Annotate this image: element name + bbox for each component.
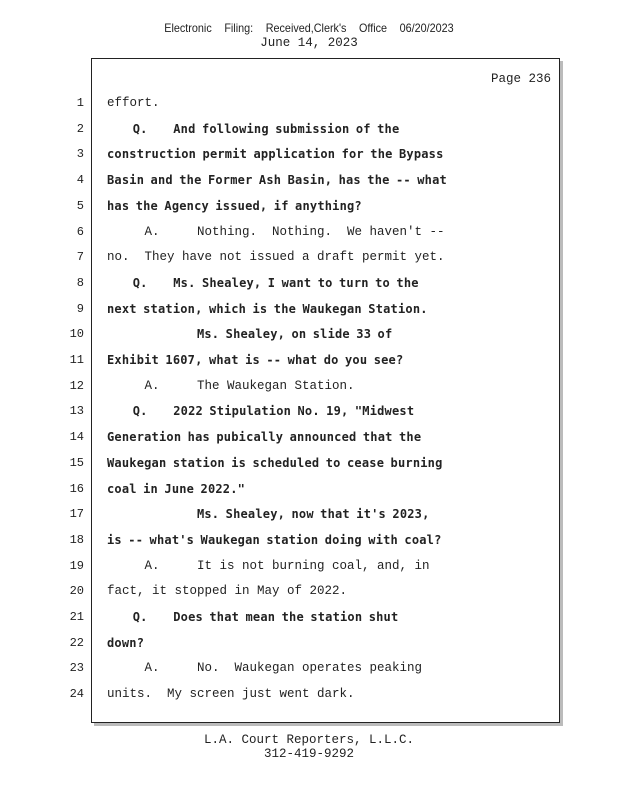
line-text: Ms. Shealey, on slide 33 of — [107, 327, 393, 341]
filing-stamp-part: Received,Clerk's — [265, 21, 347, 35]
line-number: 1 — [76, 96, 84, 110]
line-number: 13 — [69, 404, 84, 418]
line-text: Basin and the Former Ash Basin, has the -- what — [107, 173, 447, 187]
page-number: Page 236 — [490, 72, 551, 86]
line-number: 11 — [69, 353, 84, 367]
line-number: 8 — [76, 276, 84, 290]
line-text: effort. — [107, 96, 160, 110]
line-text: Q. Ms. Shealey, I want to turn to the — [107, 276, 419, 290]
line-text: Ms. Shealey, now that it's 2023, — [107, 507, 430, 521]
line-text: Q. And following submission of the — [107, 122, 400, 136]
line-number: 23 — [69, 661, 84, 675]
line-text: coal in June 2022." — [107, 482, 246, 496]
line-number: 16 — [69, 482, 84, 496]
line-number: 5 — [76, 199, 84, 213]
line-number: 3 — [76, 147, 84, 161]
line-number: 22 — [69, 636, 84, 650]
footer-phone: 312-419-9292 — [263, 747, 354, 761]
line-text: Q. 2022 Stipulation No. 19, "Midwest — [107, 404, 415, 418]
filing-stamp-part: Electronic — [164, 21, 212, 35]
line-number: 7 — [76, 250, 84, 264]
filing-stamp-part: Filing: — [224, 21, 254, 35]
line-text: A. Nothing. Nothing. We haven't -- — [107, 225, 445, 239]
line-text: down? — [107, 636, 145, 650]
filing-stamp-part: Office — [359, 21, 388, 35]
filing-stamp-part: 06/20/2023 — [399, 21, 454, 35]
line-number: 10 — [69, 327, 84, 341]
line-text: fact, it stopped in May of 2022. — [107, 584, 348, 598]
line-number: 2 — [76, 122, 84, 136]
line-number: 24 — [69, 687, 84, 701]
line-number: 15 — [69, 456, 84, 470]
footer-company: L.A. Court Reporters, L.L.C. — [203, 733, 415, 747]
filing-stamp — [31, 21, 587, 35]
line-number: 21 — [69, 610, 84, 624]
line-text: Generation has pubically announced that the — [107, 430, 422, 444]
line-text: A. The Waukegan Station. — [107, 379, 355, 393]
line-number: 9 — [76, 302, 84, 316]
line-number: 4 — [76, 173, 84, 187]
transcript-date: June 14, 2023 — [260, 36, 358, 50]
line-number: 18 — [69, 533, 84, 547]
line-number: 19 — [69, 559, 84, 573]
line-text: construction permit application for the Bypass — [107, 147, 444, 161]
line-number: 14 — [69, 430, 84, 444]
line-text: next station, which is the Waukegan Station. — [107, 302, 428, 316]
line-number: 12 — [69, 379, 84, 393]
line-number: 20 — [69, 584, 84, 598]
line-text: Exhibit 1607, what is -- what do you see? — [107, 353, 404, 367]
line-number: 6 — [76, 225, 84, 239]
line-number: 17 — [69, 507, 84, 521]
line-text: is -- what's Waukegan station doing with coal? — [107, 533, 442, 547]
line-text: has the Agency issued, if anything? — [107, 199, 362, 213]
line-text: Waukegan station is scheduled to cease burning — [107, 456, 443, 470]
line-text: no. They have not issued a draft permit yet. — [107, 250, 445, 264]
line-text: units. My screen just went dark. — [107, 687, 355, 701]
line-text: Q. Does that mean the station shut — [107, 610, 399, 624]
line-text: A. It is not burning coal, and, in — [107, 559, 430, 573]
line-text: A. No. Waukegan operates peaking — [107, 661, 423, 675]
